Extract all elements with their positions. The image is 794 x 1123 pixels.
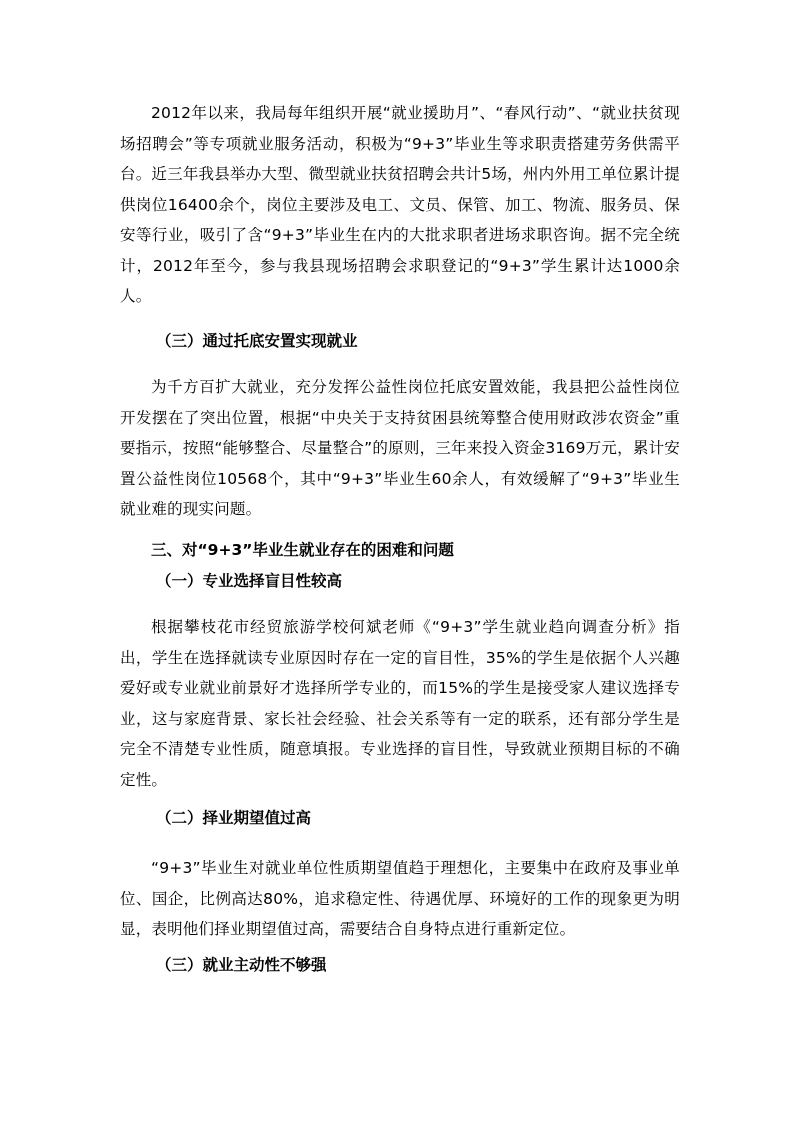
- body-paragraph: 为千方百扩大就业，充分发挥公益性岗位托底安置效能，我县把公益性岗位开发摆在了突出位置，根据“中央关于支持贫困县统筹整合使用财政涉农资金”重要指示，按照“能够整合、尽量整合”的原则，三年来投入资金3169万元，累计安置公益性岗位10568个，其中“9+3”毕业生60余人，有效缓解了“9+3”毕业生就业难的现实问题。: [120, 378, 680, 518]
- subsection-heading: （三）通过托底安置实现就业: [156, 332, 358, 350]
- section-heading: 三、对“9+3”毕业生就业存在的困难和问题: [151, 541, 454, 559]
- subsection-heading: （一）专业选择盲目性较高: [156, 572, 343, 590]
- subsection-heading: （二）择业期望值过高: [156, 809, 312, 827]
- subsection-heading: （三）就业主动性不够强: [156, 956, 327, 974]
- body-paragraph: “9+3”毕业生对就业单位性质期望值趋于理想化，主要集中在政府及事业单位、国企，比例高达80%，追求稳定性、待遇优厚、环境好的工作的现象更为明显，表明他们择业期望值过高，需要结合自身特点进行重新定位。: [120, 859, 680, 938]
- body-paragraph: 根据攀枝花市经贸旅游学校何斌老师《“9+3”学生就业趋向调查分析》指出，学生在选择就读专业原因时存在一定的盲目性，35%的学生是依据个人兴趣爱好或专业就业前景好才选择所学专业的，而15%的学生是接受家人建议选择专业，这与家庭背景、家长社会经验、社会关系等有一定的联系，还有部分学生是完全不清楚专业性质，随意填报。专业选择的盲目性，导致就业预期目标的不确定性。: [120, 618, 680, 789]
- body-paragraph: 2012年以来，我局每年组织开展“就业援助月”、“春风行动”、“就业扶贫现场招聘会”等专项就业服务活动，积极为“9+3”毕业生等求职责搭建劳务供需平台。近三年我县举办大型、微型就业扶贫招聘会共计5场，州内外用工单位累计提供岗位16400余个，岗位主要涉及电工、文员、保管、加工、物流、服务员、保安等行业，吸引了含“9+3”毕业生在内的大批求职者进场求职咨询。据不完全统计，2012年至今，参与我县现场招聘会求职登记的“9+3”学生累计达1000余人。: [120, 104, 680, 305]
